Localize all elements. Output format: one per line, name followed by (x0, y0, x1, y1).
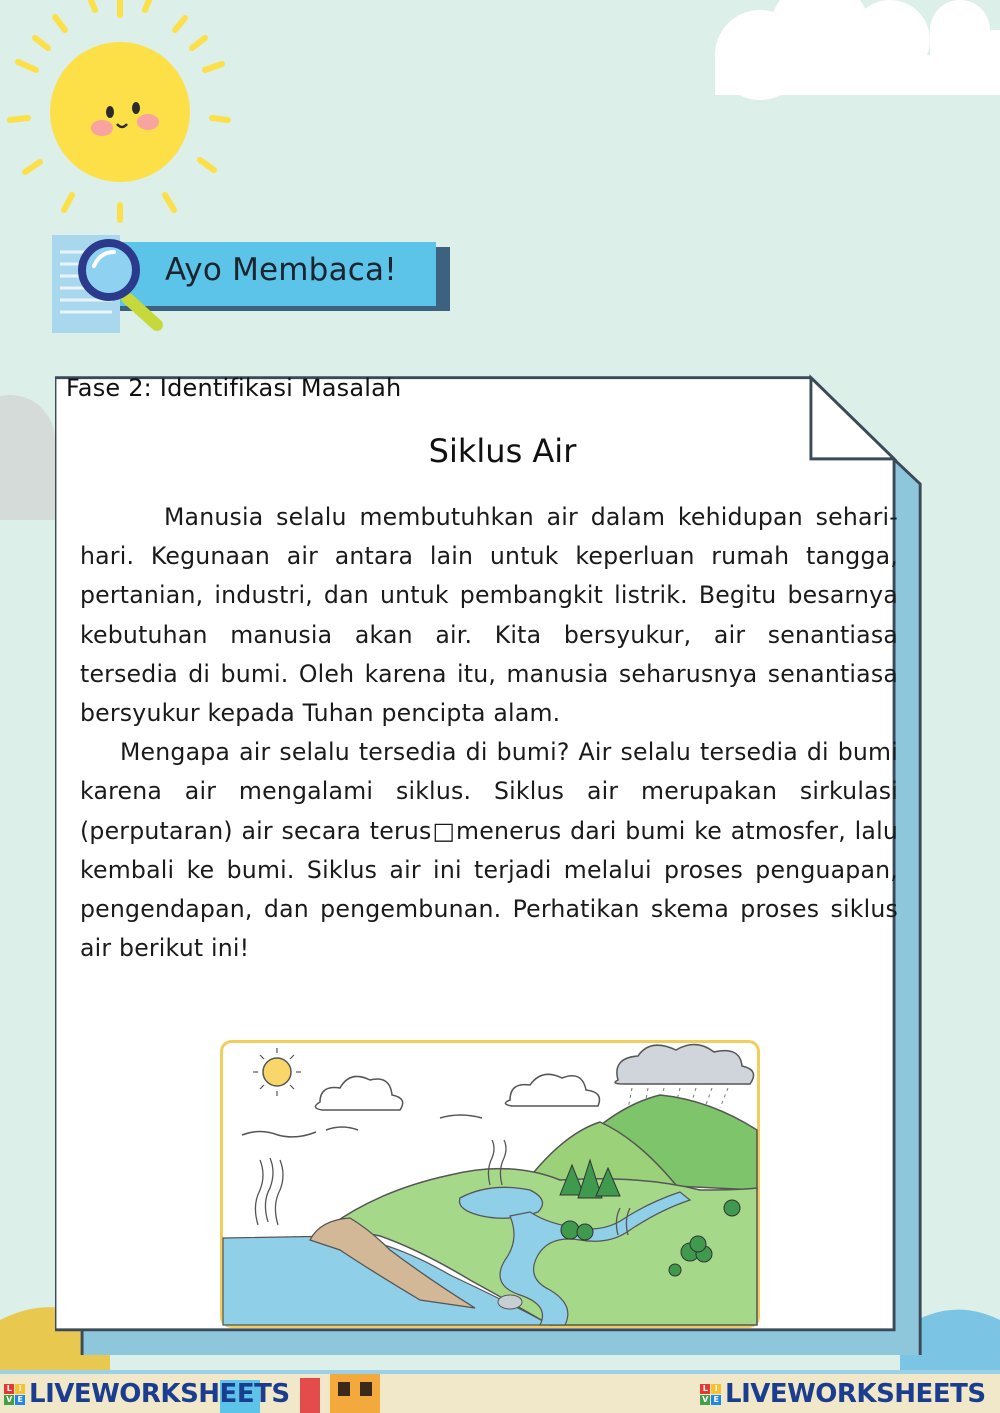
paragraph: Mengapa air selalu tersedia di bumi? Air selalu tersedia di bumi karena air mengalami siklus. Siklus air merupakan sirkulasi (perputaran) air secara terus□menerus dari bumi ke atmosfer, lalu kembali ke bumi. Siklus air ini terjadi melalui proses penguapan, pengendapan, dan pengembunan. Perhatikan skema proses siklus air berikut ini! (80, 738, 898, 963)
logo-mark-icon: L I V E (700, 1384, 721, 1405)
document-title: Siklus Air (428, 432, 577, 470)
liveworksheets-logo (4, 1377, 290, 1411)
liveworksheets-logo (700, 1377, 986, 1411)
phase-label: Fase 2: Identifikasi Masalah (66, 374, 402, 402)
logo-mark-icon: L I V E (4, 1384, 25, 1405)
section-heading: Ayo Membaca! (165, 252, 397, 288)
water-cycle-illustration (220, 1040, 760, 1328)
brand-name: LIVEWORKSHEETS (29, 1379, 290, 1409)
cloud-icon (715, 0, 1000, 100)
brand-name: LIVEWORKSHEETS (725, 1379, 986, 1409)
paragraph: Manusia selalu membutuhkan air dalam kehidupan sehari-hari. Kegunaan air antara lain untuk keperluan rumah tangga, pertanian, industri, dan untuk pembangkit listrik. Begitu besarnya kebutuhan manusia akan air. Kita bersyukur, air senantiasa tersedia di bumi. Oleh karena itu, manusia seharusnya senantiasa bersyukur kepada Tuhan pencipta alam. (80, 503, 898, 728)
sun-icon (10, 0, 228, 220)
document-body (80, 498, 898, 968)
